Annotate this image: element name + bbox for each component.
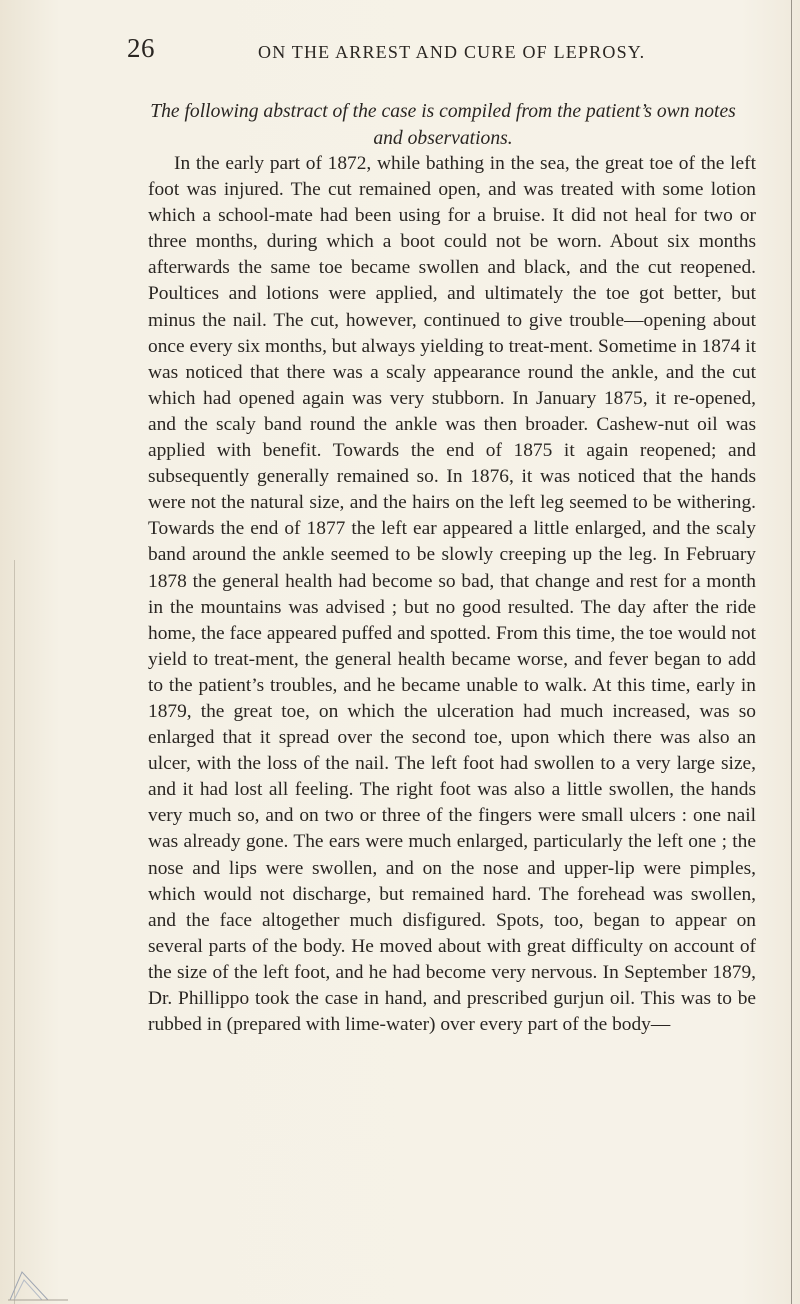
body-paragraph: In the early part of 1872, while bathing in the sea, the great toe of the left foot was injured. The cut remained open, and was treated with some lotion which a school-mate had been using for a bruise. It did not heal for two or three months, during which a boot could not be worn. About six months afterwards the same toe became swollen and black, and the cut reopened. Poultices and lotions were applied, and ultimately the toe got better, but minus the nail. The cut, however, continued to give trouble—opening about once every six months, but always yielding to treat-ment. Sometime in 1874 it was noticed that there was a scaly appearance round the ankle, and the cut which had opened again was very stubborn. In January 1875, it re-opened, and the scaly band round the ankle was then broader. Cashew-nut oil was applied with benefit. Towards the end of 1875 it again reopened; and subsequently generally remained so. In 1876, it was noticed that the hands were not the natural size, and the hairs on the left leg seemed to be withering. Towards the end of 1877 the left ear appeared a little enlarged, and the scaly band around the ankle seemed to be slowly creeping up the leg. In February 1878 the general health had become so bad, that change and rest for a month in the mountains was advised ; but no good resulted. The day after the ride home, the face appeared puffed and spotted. From this time, the toe would not yield to treat-ment, the general health became worse, and fever began to add to the patient’s troubles, and he became unable to walk. At this time, early in 1879, the great toe, on which the ulceration had much increased, was so enlarged that it spread over the second toe, upon which there was also an ulcer, with the loss of the nail. The left foot had swollen to a very large size, and it had lost all feeling. The right foot was also a little swollen, the hands very much so, and on two or three of the fingers were small ulcers : one nail was already gone. The ears were much enlarged, particularly the left one ; the nose and lips were swollen, and on the nose and upper-lip were pimples, which would not discharge, but remained hard. The forehead was swollen, and the face altogether much disfigured. Spots, too, began to appear on several parts of the body. He moved about with great difficulty on account of the size of the left foot, and he had become very nervous. In September 1879, Dr. Phillippo took the case in hand, and prescribed gurjun oil. This was to be rubbed in (prepared with lime-water) over every part of the body— — [148, 153, 756, 1036]
corner-scan-mark — [8, 1252, 68, 1302]
page-number: 26 — [127, 33, 155, 63]
page-binding-line — [14, 560, 15, 1304]
page-edge-shadow — [791, 0, 792, 1304]
section-heading: The following abstract of the case is compiled from the patient’s own notes and observations. — [150, 101, 736, 149]
running-head: ON THE ARREST AND CURE OF LEPROSY. — [258, 42, 646, 62]
